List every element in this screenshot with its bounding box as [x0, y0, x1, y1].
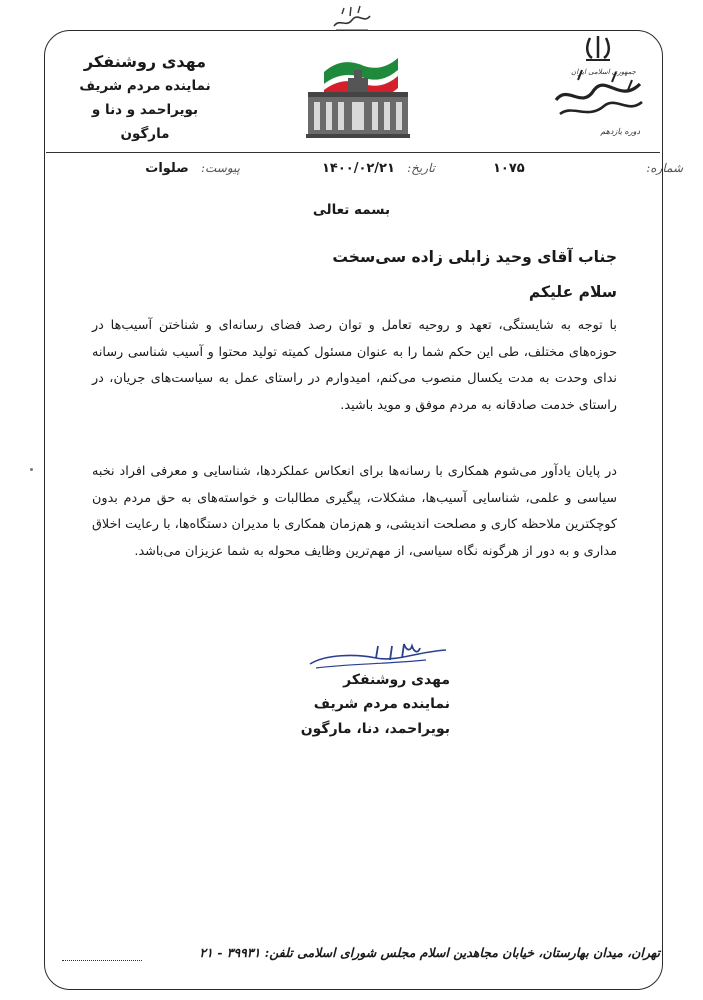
date-label: تاریخ: — [407, 161, 435, 175]
date-value: ۱۴۰۰/۰۲/۲۱ — [321, 161, 395, 176]
majlis-emblem-logo — [548, 30, 650, 140]
representative-region: بویراحمد و دنا و مارگون — [91, 102, 199, 142]
signatory-title: نماینده مردم شریف — [313, 696, 450, 712]
addressee: جناب آقای وحید زابلی زاده سی‌سخت — [332, 248, 617, 266]
representative-name: مهدی روشنفکر — [83, 52, 207, 71]
invocation: بسمه تعالی — [312, 202, 391, 218]
letter-attachment — [120, 161, 240, 183]
logo-subtitle: جمهوری اسلامی ایران — [571, 68, 636, 76]
representative-title: نماینده مردم شریف — [79, 78, 211, 94]
letter-date — [285, 161, 435, 183]
logo-term: دوره یازدهم — [600, 127, 640, 136]
signatory-name: مهدی روشنفکر — [343, 672, 450, 688]
scan-speck — [30, 468, 33, 471]
body-paragraph-1: با توجه به شایستگی، تعهد و روحیه تعامل و توان رصد فضای رسانه‌ای و شناختن آسیب‌ها در حوزه‌های مختلف، طی این حکم شما را به عنوان مسئول کمیته تولید محتوا و آسیب شناسی رسانه ندای وحدت به مدت یکسال منصوب می‌کنم، امیدوارم در راستای عمل به سیاست‌های جریان، در راستای خدمت صادقانه به مردم موفق و موید باشید. — [92, 318, 617, 414]
bismillah-ornament — [330, 4, 374, 34]
number-value: ۱۰۷۵ — [493, 161, 525, 176]
greeting: سلام علیکم — [528, 283, 617, 301]
letter-number — [493, 161, 683, 183]
attachment-label: پیوست: — [200, 161, 240, 175]
number-label: شماره: — [646, 161, 683, 175]
header-divider — [46, 152, 660, 153]
body-paragraph-2: در پایان یادآور می‌شوم همکاری با رسانه‌ها برای انعکاس عملکردها، شناسایی و معرفی افراد نخبه سیاسی و علمی، شناسایی آسیب‌ها، مشکلات، پیگیری مطالبات و خواسته‌های به حق مردم بدون کوچکترین ملاحظه کاری و مصلحت اندیشی، و هم‌زمان همکاری با مدیران دستگاه‌ها، با رعایت اخلاق مداری و به دور از هرگونه نگاه سیاسی، از مهم‌ترین وظایف محوله به شما عزیزان می‌باشد. — [92, 464, 617, 560]
signatory-region: بویراحمد، دنا، مارگون — [300, 721, 450, 737]
parliament-building-logo — [302, 42, 414, 142]
attachment-value: صلوات — [145, 161, 189, 176]
footer-dotted-line — [62, 960, 142, 961]
representative-block — [70, 50, 220, 146]
footer-address: تهران، میدان بهارستان، خیابان مجاهدین اسلام مجلس شورای اسلامی تلفن: ۳۹۹۳۱ - ۲۱ — [199, 945, 660, 960]
